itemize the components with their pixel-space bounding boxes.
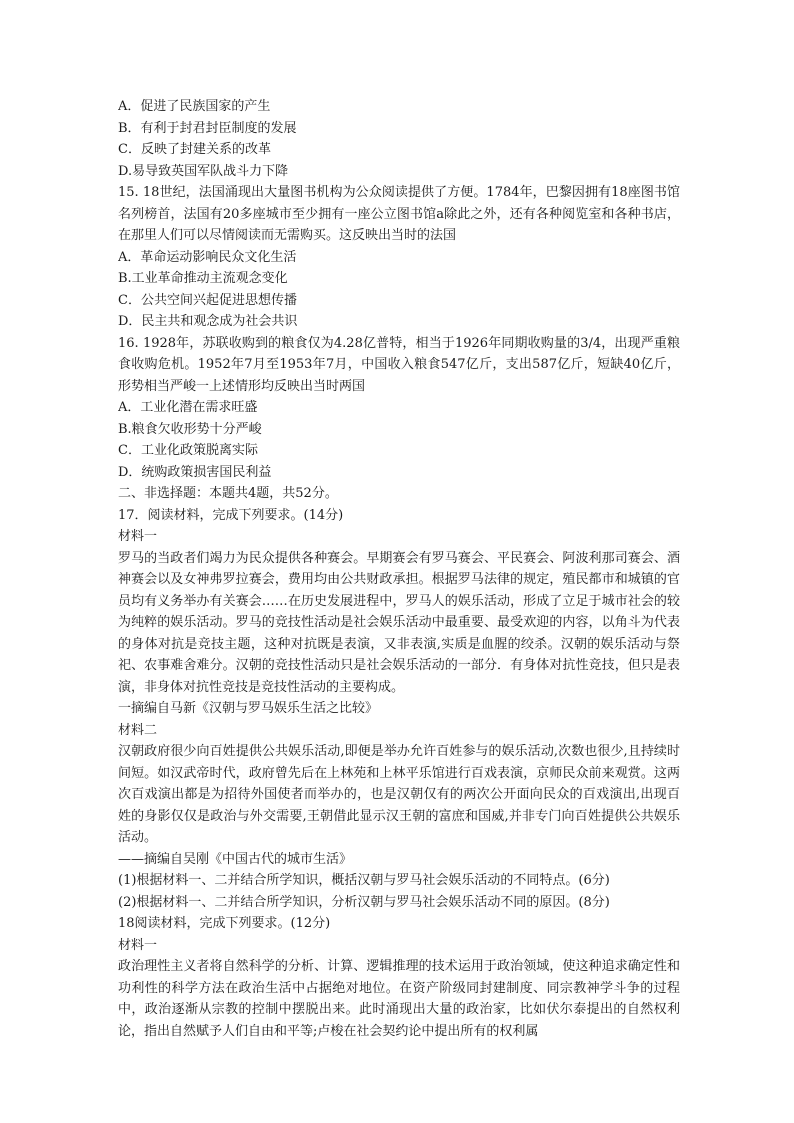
q16-stem: 16. 1928年，苏联收购到的粮食仅为4.28亿普特，相当于1926年同期收购量的3/4，出现严重粮食收购危机。1952年7月至1953年7月，中国收入粮食547亿斤，支出587亿斤，短缺40亿斤，形势相当严峻一上述情形均反映出当时两国	[118, 335, 680, 394]
q16-option-d: D．统购政策损害国民利益	[118, 464, 272, 480]
q14-option-d: D.易导致英国军队战斗力下降	[118, 163, 289, 179]
q17-material1-source: 一摘编自马新《汉朝与罗马娱乐生活之比较》	[118, 701, 379, 716]
q15-stem: 15. 18世纪，法国涌现出大量图书机构为公众阅读提供了方便。1784年，巴黎因拥有18座图书馆名列榜首，法国有20多座城市至少拥有一座公立图书馆a除此之外，还有各种阅览室和各种书店，在那里人们可以尽情阅读而无需购买。这反映出当时的法国	[118, 185, 680, 243]
q17-material2-label: 材料二	[118, 722, 158, 738]
q14-option-a: A．促进了民族国家的产生	[118, 99, 271, 114]
q17-requirement-2: (2)根据材料一、二并结合所学知识，分析汉朝与罗马社会娱乐活动不同的原因。(8分)	[118, 894, 610, 910]
q14-option-b: B．有利于封君封臣制度的发展	[118, 120, 297, 136]
q14-option-c: C．反映了封建关系的改革	[118, 142, 271, 157]
q17-title: 17．阅读材料，完成下列要求。(14分)	[118, 507, 344, 523]
q17-material2-text: 汉朝政府很少向百姓提供公共娱乐活动,即便是举办允许百姓参与的娱乐活动,次数也很少,且持续时间短。如汉武帝时代，政府曾先后在上林苑和上林平乐馆进行百戏表演，京师民众前来观赏。这两次百戏演出都是为招待外国使者而举办的，也是汉朝仅有的两次公开面向民众的百戏演出,出现百姓的身影仅仅是政治与外交需要,王朝借此显示汉王朝的富庶和国威,并非专门向百姓提供公共娱乐活动。	[118, 744, 680, 845]
exam-page	[118, 96, 680, 1042]
q18-material1-text: 政治理性主义者将自然科学的分析、计算、逻辑推理的技术运用于政治领域，使这种追求确定性和功利性的科学方法在政治生活中占据绝对地位。在资产阶级同封建制度、同宗教神学斗争的过程中，政治逐渐从宗教的控制中摆脱出来。此时涌现出大量的政治家，比如伏尔泰提出的自然权利论，指出自然赋予人们自由和平等;卢梭在社会契约论中提出所有的权利属	[118, 959, 680, 1039]
q17-material1-text: 罗马的当政者们竭力为民众提供各种赛会。早期赛会有罗马赛会、平民赛会、阿波利那司赛会、酒神赛会以及女神弗罗拉赛会，费用均由公共财政承担。根据罗马法律的规定，殖民都市和城镇的官员均有义务举办有关赛会……在历史发展进程中，罗马人的娱乐活动，形成了立足于城市社会的较为纯粹的娱乐活动。罗马的竞技性活动是社会娱乐活动中最重要、最受欢迎的内容，以角斗为代表的身体对抗是竞技主题，这种对抗既是表演，又非表演,实质是血腥的绞杀。汉朝的娱乐活动与祭祀、农事难舍难分。汉朝的竞技性活动只是社会娱乐活动的一部分．有身体对抗性竞技，但只是表演，非身体对抗性竞技是竞技性活动的主要构成。	[118, 550, 680, 695]
q15-option-c: C．公共空间兴起促进思想传播	[118, 292, 297, 308]
q18-material1-label: 材料一	[118, 937, 158, 953]
q15-option-a: A．革命运动影响民众文化生活	[118, 249, 297, 265]
section2-heading: 二、非选择题：本题共4题，共52分。	[118, 486, 338, 501]
q17-material2-source: ——摘编自吴刚《中国古代的城市生活》	[118, 851, 353, 867]
q16-option-b: B.粮食欠收形势十分严峻	[118, 421, 262, 437]
q17-material1-label: 材料一	[118, 529, 158, 544]
q16-option-c: C．工业化政策脱离实际	[118, 443, 258, 458]
q15-option-d: D．民主共和观念成为社会共识	[118, 314, 298, 329]
q17-requirement-1: (1)根据材料一、二并结合所学知识，概括汉朝与罗马社会娱乐活动的不同特点。(6分)	[118, 873, 610, 888]
q15-option-b: B.工业革命推动主流观念变化	[118, 271, 288, 286]
q16-option-a: A．工业化潜在需求旺盛	[118, 400, 258, 415]
q18-title: 18阅读材料，完成下列要求。(12分)	[118, 916, 331, 931]
